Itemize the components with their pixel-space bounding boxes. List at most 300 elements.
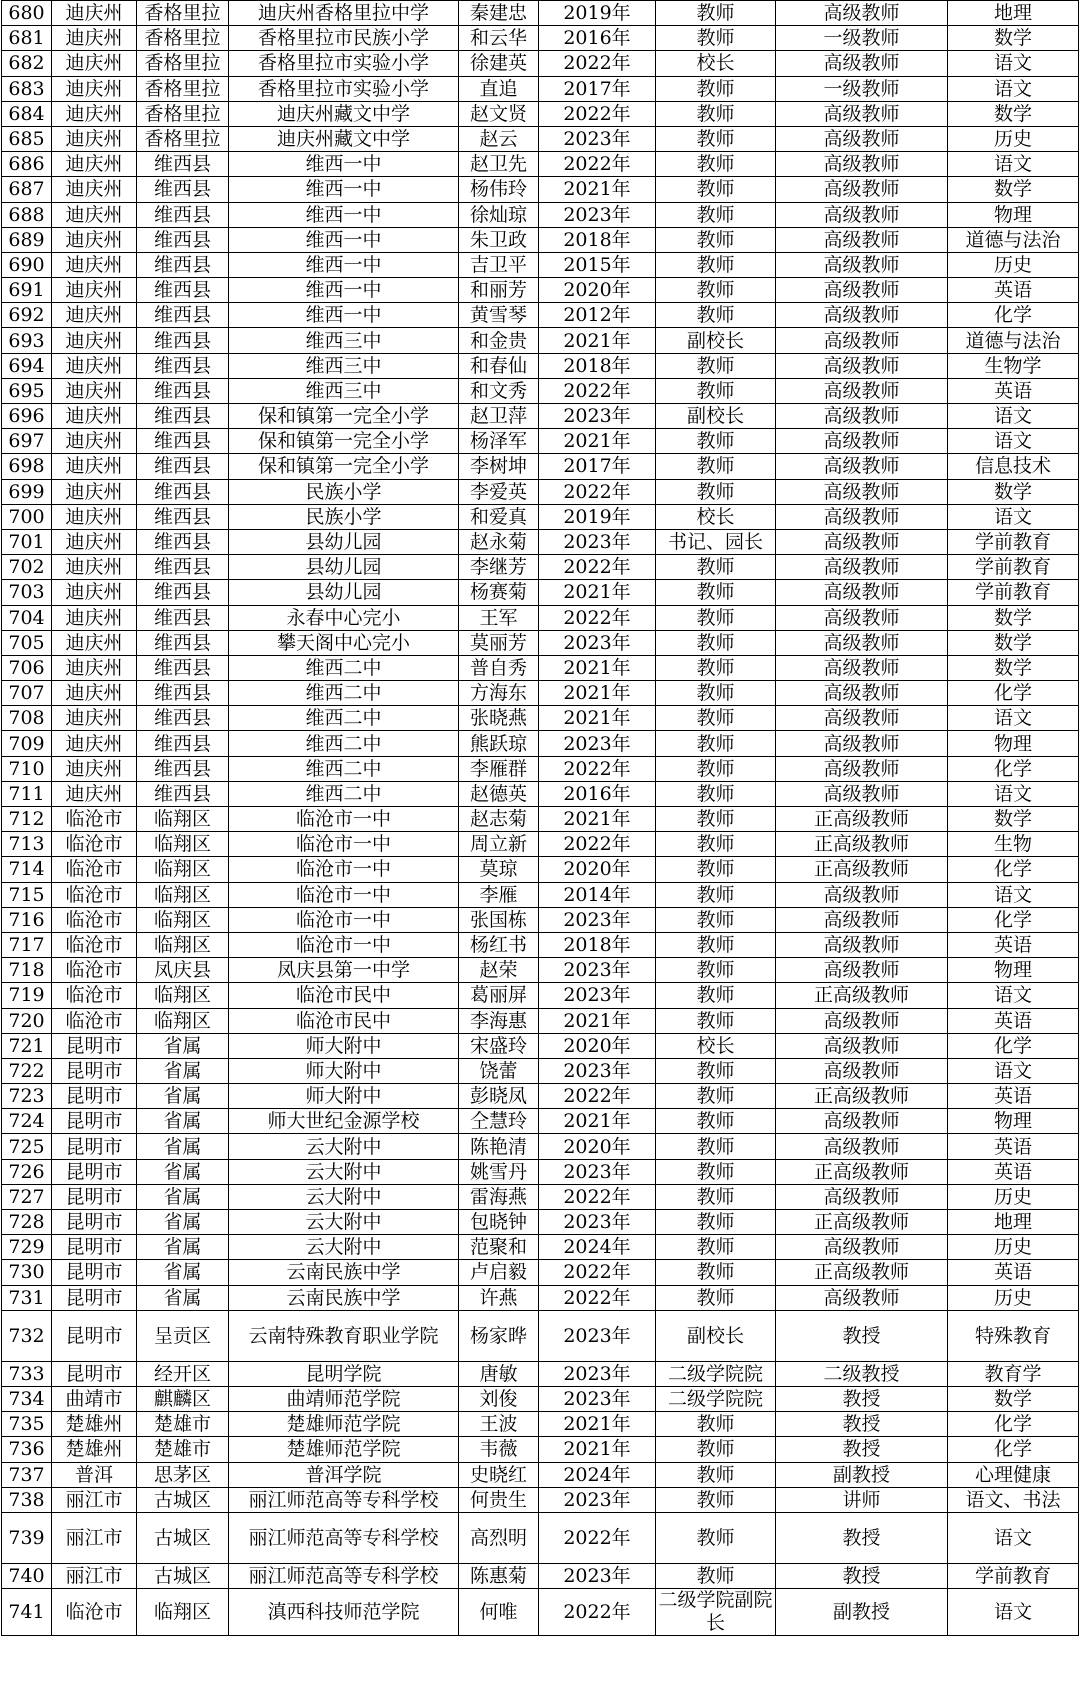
subject-cell: 历史 [948, 1285, 1079, 1310]
city-cell: 迪庆州 [52, 177, 137, 202]
row-number-cell: 702 [2, 555, 52, 580]
city-cell: 丽江市 [52, 1512, 137, 1563]
name-cell: 高烈明 [459, 1512, 539, 1563]
name-cell: 赵志菊 [459, 807, 539, 832]
school-cell: 保和镇第一完全小学 [229, 404, 459, 429]
district-cell: 临翔区 [137, 932, 229, 957]
subject-cell: 历史 [948, 1184, 1079, 1209]
row-number-cell: 708 [2, 706, 52, 731]
table-row [2, 378, 1079, 403]
year-cell: 2023年 [539, 958, 656, 983]
year-cell: 2021年 [539, 681, 656, 706]
subject-cell: 历史 [948, 126, 1079, 151]
row-number-cell: 695 [2, 378, 52, 403]
district-cell: 维西县 [137, 454, 229, 479]
school-cell: 永春中心完小 [229, 605, 459, 630]
name-cell: 和金贵 [459, 328, 539, 353]
title-cell: 高级教师 [776, 51, 948, 76]
school-cell: 维西二中 [229, 781, 459, 806]
city-cell: 昆明市 [52, 1210, 137, 1235]
name-cell: 葛丽屏 [459, 983, 539, 1008]
row-number-cell: 705 [2, 630, 52, 655]
year-cell: 2021年 [539, 807, 656, 832]
subject-cell: 道德与法治 [948, 328, 1079, 353]
name-cell: 徐灿琼 [459, 202, 539, 227]
name-cell: 熊跃琼 [459, 731, 539, 756]
position-cell: 二级学院院 [656, 1361, 776, 1386]
position-cell: 教师 [656, 303, 776, 328]
district-cell: 香格里拉 [137, 26, 229, 51]
city-cell: 迪庆州 [52, 731, 137, 756]
row-number-cell: 716 [2, 907, 52, 932]
city-cell: 迪庆州 [52, 404, 137, 429]
city-cell: 迪庆州 [52, 655, 137, 680]
name-cell: 周立新 [459, 832, 539, 857]
city-cell: 昆明市 [52, 1184, 137, 1209]
year-cell: 2022年 [539, 756, 656, 781]
subject-cell: 数学 [948, 26, 1079, 51]
table-row [2, 781, 1079, 806]
row-number-cell: 726 [2, 1159, 52, 1184]
year-cell: 2022年 [539, 832, 656, 857]
city-cell: 迪庆州 [52, 429, 137, 454]
subject-cell: 化学 [948, 1437, 1079, 1462]
district-cell: 维西县 [137, 479, 229, 504]
position-cell: 教师 [656, 781, 776, 806]
district-cell: 维西县 [137, 756, 229, 781]
title-cell: 高级教师 [776, 630, 948, 655]
district-cell: 省属 [137, 1058, 229, 1083]
city-cell: 迪庆州 [52, 1, 137, 26]
year-cell: 2012年 [539, 303, 656, 328]
subject-cell: 物理 [948, 1109, 1079, 1134]
subject-cell: 学前教育 [948, 1563, 1079, 1588]
name-cell: 宋盛玲 [459, 1033, 539, 1058]
district-cell: 维西县 [137, 655, 229, 680]
title-cell: 高级教师 [776, 1008, 948, 1033]
name-cell: 张国栋 [459, 907, 539, 932]
district-cell: 维西县 [137, 252, 229, 277]
city-cell: 昆明市 [52, 1084, 137, 1109]
school-cell: 维西三中 [229, 378, 459, 403]
name-cell: 刘俊 [459, 1386, 539, 1411]
title-cell: 高级教师 [776, 278, 948, 303]
title-cell: 高级教师 [776, 202, 948, 227]
city-cell: 迪庆州 [52, 303, 137, 328]
school-cell: 云南民族中学 [229, 1285, 459, 1310]
name-cell: 朱卫政 [459, 227, 539, 252]
name-cell: 和云华 [459, 26, 539, 51]
district-cell: 临翔区 [137, 1589, 229, 1636]
row-number-cell: 690 [2, 252, 52, 277]
title-cell: 高级教师 [776, 1033, 948, 1058]
table-row [2, 1260, 1079, 1285]
subject-cell: 数学 [948, 1386, 1079, 1411]
district-cell: 维西县 [137, 630, 229, 655]
year-cell: 2016年 [539, 781, 656, 806]
district-cell: 临翔区 [137, 807, 229, 832]
position-cell: 教师 [656, 353, 776, 378]
name-cell: 许燕 [459, 1285, 539, 1310]
table-row [2, 454, 1079, 479]
table-row [2, 252, 1079, 277]
table-row [2, 1235, 1079, 1260]
title-cell: 正高级教师 [776, 1260, 948, 1285]
title-cell: 教授 [776, 1563, 948, 1588]
subject-cell: 英语 [948, 378, 1079, 403]
row-number-cell: 698 [2, 454, 52, 479]
district-cell: 临翔区 [137, 1008, 229, 1033]
position-cell: 教师 [656, 378, 776, 403]
school-cell: 维西一中 [229, 303, 459, 328]
year-cell: 2023年 [539, 126, 656, 151]
school-cell: 维西三中 [229, 328, 459, 353]
table-row [2, 1, 1079, 26]
city-cell: 昆明市 [52, 1159, 137, 1184]
name-cell: 李树坤 [459, 454, 539, 479]
title-cell: 正高级教师 [776, 1210, 948, 1235]
position-cell: 校长 [656, 504, 776, 529]
district-cell: 临翔区 [137, 857, 229, 882]
title-cell: 高级教师 [776, 328, 948, 353]
school-cell: 云大附中 [229, 1134, 459, 1159]
city-cell: 迪庆州 [52, 504, 137, 529]
table-row [2, 1589, 1079, 1636]
name-cell: 陈惠菊 [459, 1563, 539, 1588]
position-cell: 教师 [656, 202, 776, 227]
city-cell: 楚雄州 [52, 1437, 137, 1462]
position-cell: 教师 [656, 605, 776, 630]
district-cell: 香格里拉 [137, 126, 229, 151]
name-cell: 雷海燕 [459, 1184, 539, 1209]
name-cell: 李继芳 [459, 555, 539, 580]
position-cell: 教师 [656, 706, 776, 731]
title-cell: 正高级教师 [776, 857, 948, 882]
row-number-cell: 686 [2, 152, 52, 177]
subject-cell: 语文 [948, 983, 1079, 1008]
table-row [2, 1058, 1079, 1083]
city-cell: 迪庆州 [52, 529, 137, 554]
district-cell: 维西县 [137, 681, 229, 706]
position-cell: 教师 [656, 1285, 776, 1310]
title-cell: 高级教师 [776, 1235, 948, 1260]
table-row [2, 1008, 1079, 1033]
name-cell: 杨家晔 [459, 1310, 539, 1361]
district-cell: 省属 [137, 1159, 229, 1184]
subject-cell: 学前教育 [948, 529, 1079, 554]
table-row [2, 1159, 1079, 1184]
row-number-cell: 733 [2, 1361, 52, 1386]
title-cell: 高级教师 [776, 1134, 948, 1159]
year-cell: 2022年 [539, 605, 656, 630]
district-cell: 省属 [137, 1285, 229, 1310]
table-row [2, 479, 1079, 504]
school-cell: 师大附中 [229, 1033, 459, 1058]
position-cell: 教师 [656, 1134, 776, 1159]
name-cell: 和文秀 [459, 378, 539, 403]
title-cell: 高级教师 [776, 353, 948, 378]
year-cell: 2022年 [539, 378, 656, 403]
table-row [2, 1084, 1079, 1109]
city-cell: 昆明市 [52, 1109, 137, 1134]
school-cell: 维西二中 [229, 731, 459, 756]
table-row [2, 655, 1079, 680]
year-cell: 2023年 [539, 202, 656, 227]
subject-cell: 数学 [948, 177, 1079, 202]
year-cell: 2017年 [539, 76, 656, 101]
year-cell: 2022年 [539, 1084, 656, 1109]
title-cell: 高级教师 [776, 252, 948, 277]
year-cell: 2021年 [539, 328, 656, 353]
school-cell: 丽江师范高等专科学校 [229, 1512, 459, 1563]
subject-cell: 化学 [948, 681, 1079, 706]
year-cell: 2023年 [539, 731, 656, 756]
table-row [2, 202, 1079, 227]
district-cell: 省属 [137, 1109, 229, 1134]
year-cell: 2017年 [539, 454, 656, 479]
year-cell: 2014年 [539, 882, 656, 907]
position-cell: 教师 [656, 1260, 776, 1285]
district-cell: 麒麟区 [137, 1386, 229, 1411]
name-cell: 仝慧玲 [459, 1109, 539, 1134]
table-row [2, 555, 1079, 580]
name-cell: 韦薇 [459, 1437, 539, 1462]
position-cell: 教师 [656, 26, 776, 51]
year-cell: 2019年 [539, 1, 656, 26]
name-cell: 姚雪丹 [459, 1159, 539, 1184]
row-number-cell: 707 [2, 681, 52, 706]
district-cell: 经开区 [137, 1361, 229, 1386]
subject-cell: 教育学 [948, 1361, 1079, 1386]
subject-cell: 化学 [948, 303, 1079, 328]
title-cell: 高级教师 [776, 504, 948, 529]
row-number-cell: 700 [2, 504, 52, 529]
table-row [2, 1310, 1079, 1361]
position-cell: 教师 [656, 907, 776, 932]
district-cell: 临翔区 [137, 882, 229, 907]
district-cell: 香格里拉 [137, 76, 229, 101]
city-cell: 临沧市 [52, 1589, 137, 1636]
row-number-cell: 724 [2, 1109, 52, 1134]
school-cell: 民族小学 [229, 504, 459, 529]
position-cell: 教师 [656, 655, 776, 680]
district-cell: 维西县 [137, 152, 229, 177]
row-number-cell: 689 [2, 227, 52, 252]
city-cell: 临沧市 [52, 958, 137, 983]
year-cell: 2015年 [539, 252, 656, 277]
subject-cell: 数学 [948, 101, 1079, 126]
subject-cell: 数学 [948, 655, 1079, 680]
title-cell: 正高级教师 [776, 983, 948, 1008]
name-cell: 陈艳清 [459, 1134, 539, 1159]
table-row [2, 1386, 1079, 1411]
subject-cell: 数学 [948, 630, 1079, 655]
city-cell: 临沧市 [52, 1008, 137, 1033]
title-cell: 讲师 [776, 1487, 948, 1512]
position-cell: 教师 [656, 731, 776, 756]
row-number-cell: 738 [2, 1487, 52, 1512]
year-cell: 2022年 [539, 1260, 656, 1285]
title-cell: 高级教师 [776, 429, 948, 454]
row-number-cell: 719 [2, 983, 52, 1008]
year-cell: 2019年 [539, 504, 656, 529]
city-cell: 昆明市 [52, 1310, 137, 1361]
table-row [2, 630, 1079, 655]
school-cell: 维西一中 [229, 252, 459, 277]
school-cell: 迪庆州香格里拉中学 [229, 1, 459, 26]
title-cell: 高级教师 [776, 454, 948, 479]
district-cell: 省属 [137, 1210, 229, 1235]
name-cell: 杨伟玲 [459, 177, 539, 202]
district-cell: 香格里拉 [137, 51, 229, 76]
name-cell: 李爱英 [459, 479, 539, 504]
table-row [2, 51, 1079, 76]
title-cell: 高级教师 [776, 681, 948, 706]
year-cell: 2023年 [539, 983, 656, 1008]
school-cell: 师大附中 [229, 1084, 459, 1109]
table-body [2, 1, 1079, 1636]
title-cell: 高级教师 [776, 781, 948, 806]
city-cell: 迪庆州 [52, 781, 137, 806]
row-number-cell: 680 [2, 1, 52, 26]
district-cell: 维西县 [137, 177, 229, 202]
year-cell: 2021年 [539, 177, 656, 202]
row-number-cell: 740 [2, 1563, 52, 1588]
subject-cell: 英语 [948, 1159, 1079, 1184]
row-number-cell: 725 [2, 1134, 52, 1159]
school-cell: 维西二中 [229, 655, 459, 680]
school-cell: 临沧市一中 [229, 807, 459, 832]
school-cell: 县幼儿园 [229, 529, 459, 554]
name-cell: 徐建英 [459, 51, 539, 76]
year-cell: 2020年 [539, 278, 656, 303]
district-cell: 临翔区 [137, 832, 229, 857]
table-row [2, 605, 1079, 630]
title-cell: 教授 [776, 1386, 948, 1411]
table-row [2, 353, 1079, 378]
city-cell: 昆明市 [52, 1260, 137, 1285]
city-cell: 迪庆州 [52, 378, 137, 403]
city-cell: 迪庆州 [52, 630, 137, 655]
subject-cell: 语文 [948, 882, 1079, 907]
table-row [2, 1412, 1079, 1437]
year-cell: 2023年 [539, 1310, 656, 1361]
school-cell: 保和镇第一完全小学 [229, 454, 459, 479]
city-cell: 临沧市 [52, 857, 137, 882]
city-cell: 迪庆州 [52, 454, 137, 479]
district-cell: 省属 [137, 1084, 229, 1109]
table-row [2, 1134, 1079, 1159]
district-cell: 维西县 [137, 353, 229, 378]
school-cell: 临沧市一中 [229, 882, 459, 907]
name-cell: 吉卫平 [459, 252, 539, 277]
school-cell: 临沧市一中 [229, 832, 459, 857]
school-cell: 云大附中 [229, 1235, 459, 1260]
school-cell: 保和镇第一完全小学 [229, 429, 459, 454]
row-number-cell: 730 [2, 1260, 52, 1285]
city-cell: 迪庆州 [52, 681, 137, 706]
table-row [2, 1563, 1079, 1588]
table-row [2, 756, 1079, 781]
city-cell: 迪庆州 [52, 227, 137, 252]
school-cell: 维西二中 [229, 706, 459, 731]
position-cell: 书记、园长 [656, 529, 776, 554]
title-cell: 正高级教师 [776, 1159, 948, 1184]
position-cell: 教师 [656, 177, 776, 202]
row-number-cell: 710 [2, 756, 52, 781]
title-cell: 高级教师 [776, 580, 948, 605]
row-number-cell: 741 [2, 1589, 52, 1636]
table-row [2, 1361, 1079, 1386]
position-cell: 副校长 [656, 1310, 776, 1361]
table-row [2, 1487, 1079, 1512]
position-cell: 教师 [656, 882, 776, 907]
school-cell: 昆明学院 [229, 1361, 459, 1386]
position-cell: 教师 [656, 681, 776, 706]
title-cell: 高级教师 [776, 555, 948, 580]
name-cell: 杨赛菊 [459, 580, 539, 605]
table-row [2, 177, 1079, 202]
table-row [2, 731, 1079, 756]
teacher-list-table [1, 0, 1079, 1636]
year-cell: 2021年 [539, 706, 656, 731]
school-cell: 云大附中 [229, 1184, 459, 1209]
school-cell: 维西一中 [229, 152, 459, 177]
title-cell: 教授 [776, 1310, 948, 1361]
position-cell: 教师 [656, 1487, 776, 1512]
year-cell: 2021年 [539, 1437, 656, 1462]
subject-cell: 英语 [948, 1084, 1079, 1109]
subject-cell: 地理 [948, 1210, 1079, 1235]
name-cell: 杨泽军 [459, 429, 539, 454]
table-row [2, 26, 1079, 51]
table-row [2, 76, 1079, 101]
district-cell: 省属 [137, 1235, 229, 1260]
row-number-cell: 723 [2, 1084, 52, 1109]
row-number-cell: 703 [2, 580, 52, 605]
position-cell: 副校长 [656, 328, 776, 353]
name-cell: 饶蕾 [459, 1058, 539, 1083]
subject-cell: 化学 [948, 907, 1079, 932]
title-cell: 高级教师 [776, 1109, 948, 1134]
table-row [2, 152, 1079, 177]
year-cell: 2023年 [539, 907, 656, 932]
year-cell: 2023年 [539, 1487, 656, 1512]
school-cell: 临沧市民中 [229, 983, 459, 1008]
school-cell: 民族小学 [229, 479, 459, 504]
name-cell: 彭晓凤 [459, 1084, 539, 1109]
district-cell: 凤庆县 [137, 958, 229, 983]
subject-cell: 数学 [948, 807, 1079, 832]
name-cell: 张晓燕 [459, 706, 539, 731]
position-cell: 教师 [656, 1210, 776, 1235]
school-cell: 香格里拉市民族小学 [229, 26, 459, 51]
year-cell: 2021年 [539, 429, 656, 454]
subject-cell: 语文 [948, 429, 1079, 454]
subject-cell: 物理 [948, 731, 1079, 756]
row-number-cell: 682 [2, 51, 52, 76]
year-cell: 2022年 [539, 479, 656, 504]
subject-cell: 特殊教育 [948, 1310, 1079, 1361]
title-cell: 高级教师 [776, 958, 948, 983]
row-number-cell: 734 [2, 1386, 52, 1411]
table-row [2, 1462, 1079, 1487]
row-number-cell: 737 [2, 1462, 52, 1487]
row-number-cell: 739 [2, 1512, 52, 1563]
position-cell: 教师 [656, 756, 776, 781]
subject-cell: 生物学 [948, 353, 1079, 378]
row-number-cell: 711 [2, 781, 52, 806]
